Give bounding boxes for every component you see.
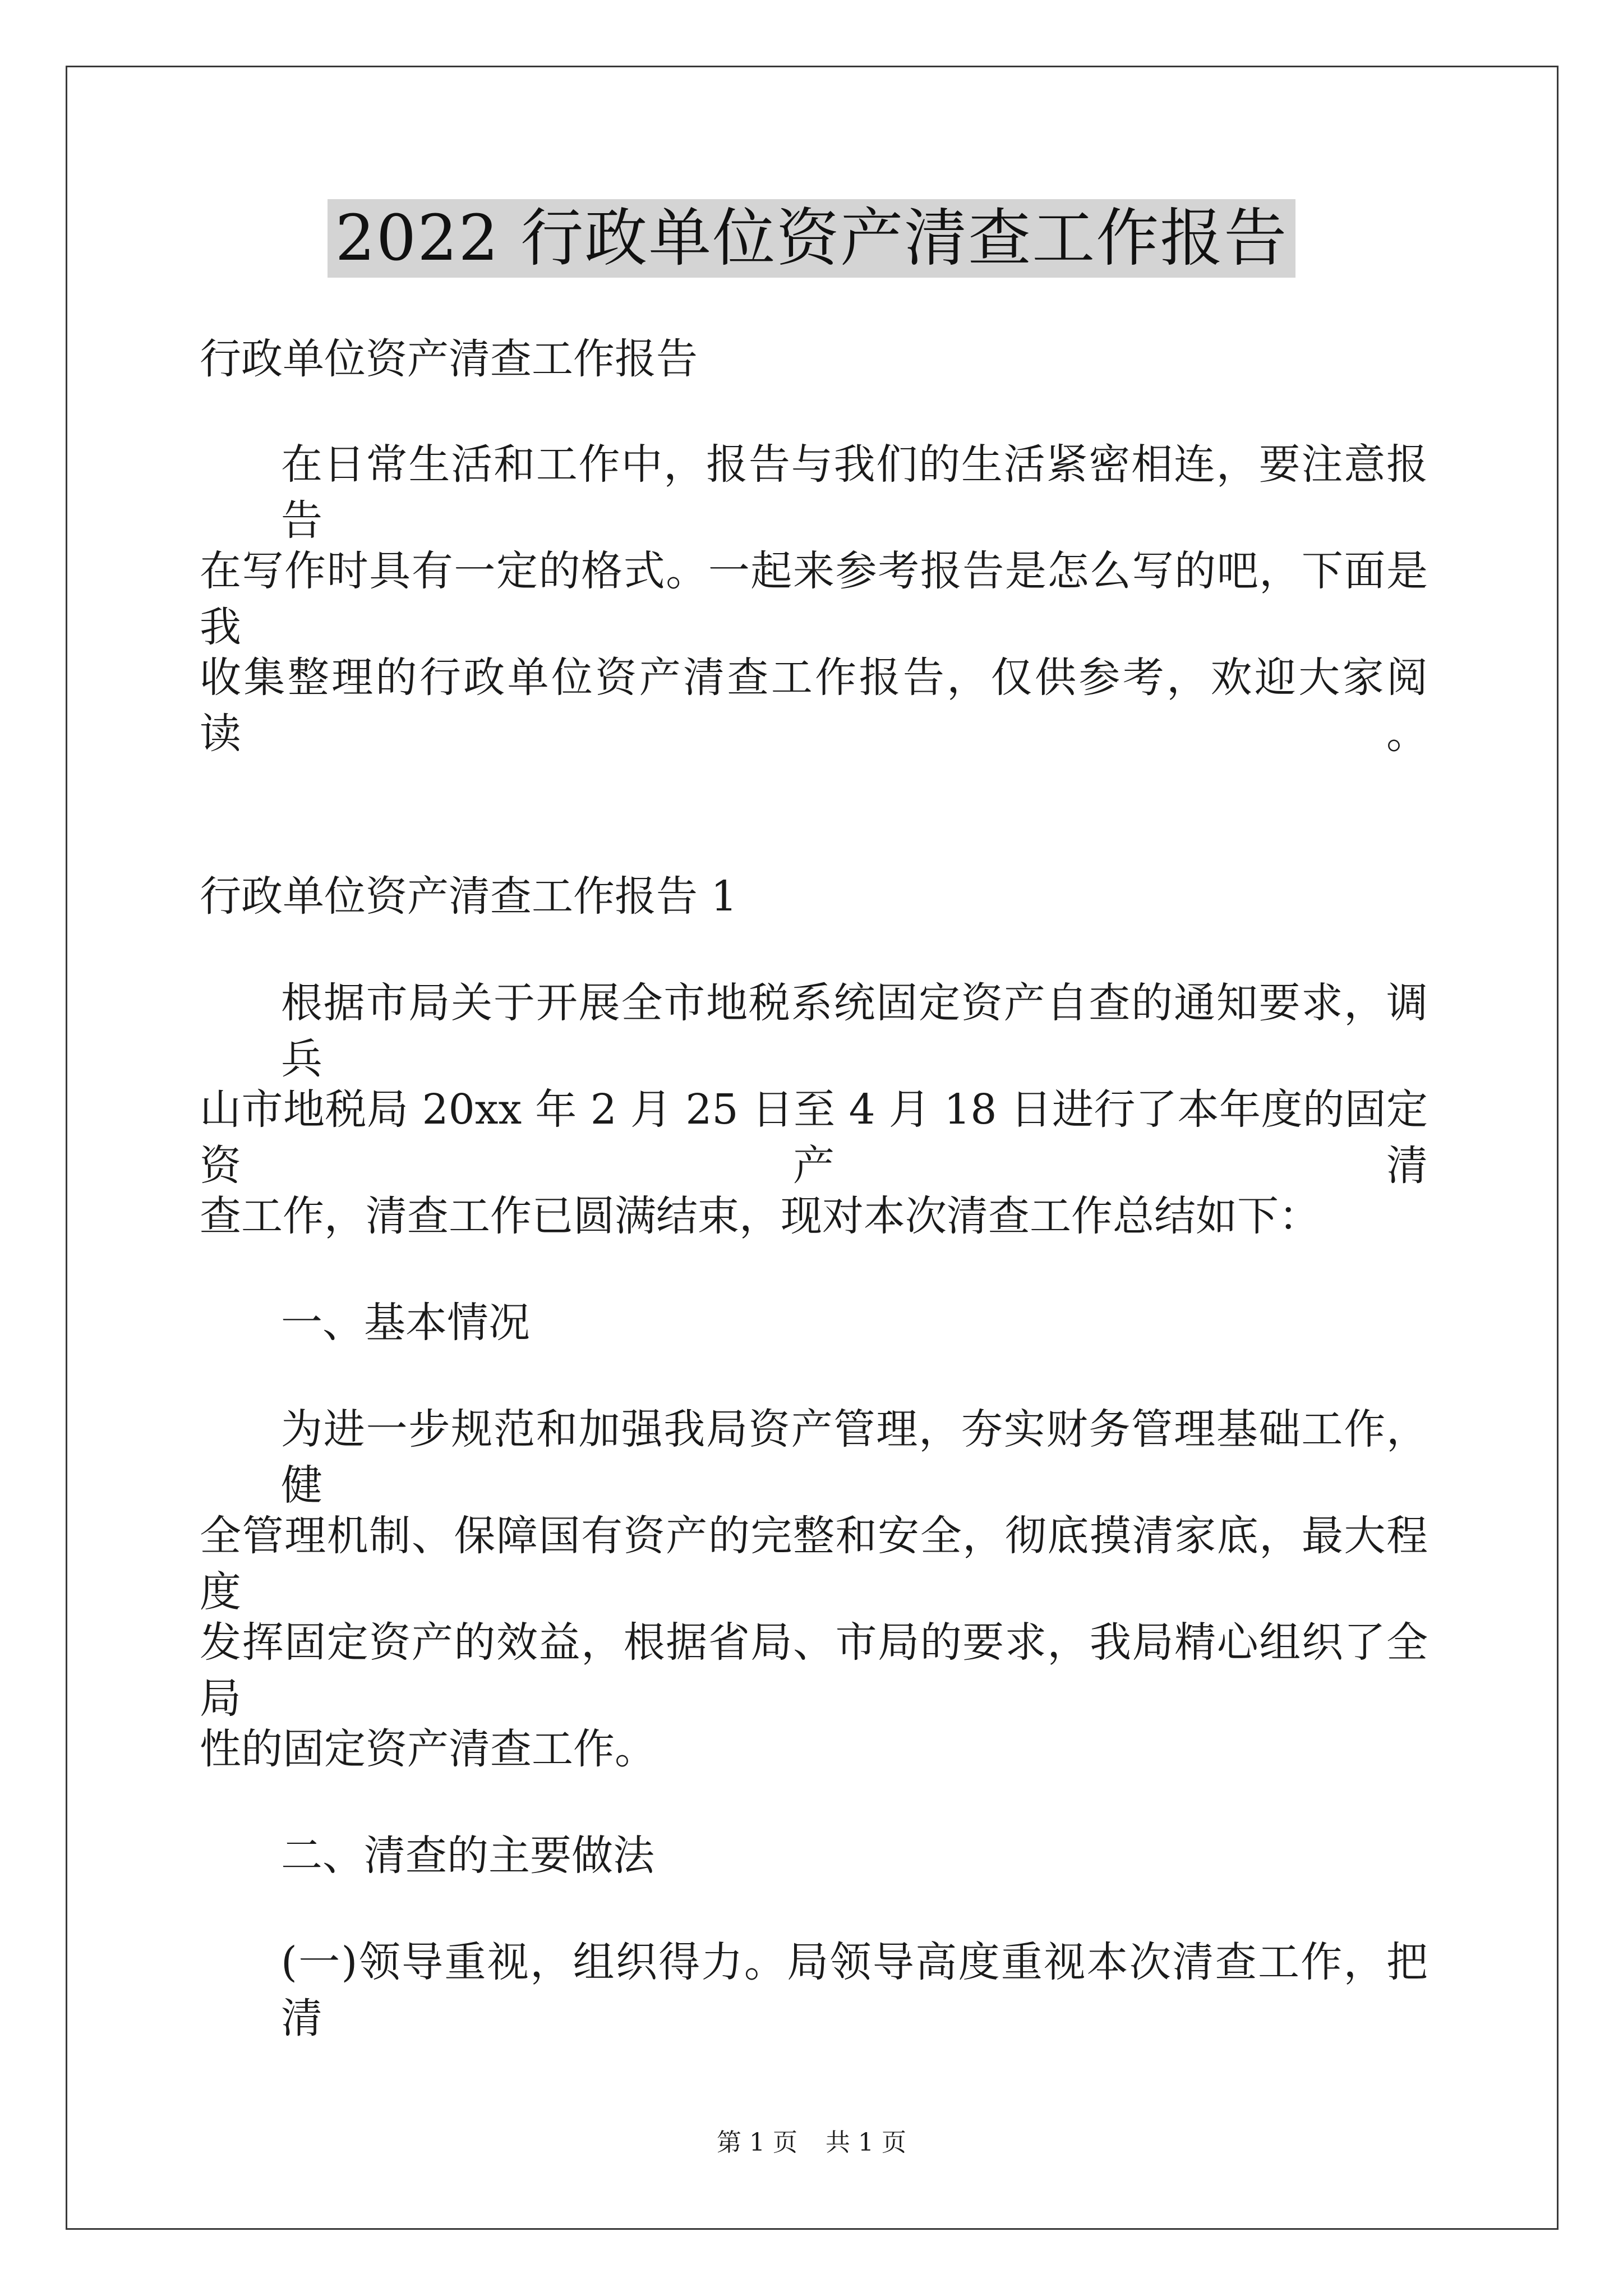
document-subtitle: 行政单位资产清查工作报告 [200, 335, 698, 383]
section-title: 行政单位资产清查工作报告 1 [200, 872, 737, 921]
page-total: 共 1 页 [826, 2128, 906, 2157]
para1-line-1: 根据市局关于开展全市地税系统固定资产自查的通知要求，调兵 [281, 979, 1428, 1083]
intro-line-3: 收集整理的行政单位资产清查工作报告，仅供参考，欢迎大家阅读。 [200, 654, 1428, 758]
para3-line-1: (一)领导重视，组织得力。局领导高度重视本次清查工作，把清 [281, 1938, 1428, 2042]
title-container [0, 199, 1623, 278]
para1-line-2: 山市地税局 20xx 年 2 月 25 日至 4 月 18 日进行了本年度的固定资产清 [200, 1085, 1428, 1190]
document-title: 2022 行政单位资产清查工作报告 [328, 199, 1296, 278]
para1-line-3: 查工作，清查工作已圆满结束，现对本次清查工作总结如下： [200, 1192, 1320, 1240]
para2-line-1: 为进一步规范和加强我局资产管理，夯实财务管理基础工作，健 [281, 1405, 1428, 1510]
intro-line-1: 在日常生活和工作中，报告与我们的生活紧密相连，要注意报告 [281, 440, 1428, 545]
heading-basic-situation: 一、基本情况 [281, 1299, 530, 1347]
intro-line-2: 在写作时具有一定的格式。一起来参考报告是怎么写的吧，下面是我 [200, 547, 1428, 651]
para2-line-3: 发挥固定资产的效益，根据省局、市局的要求，我局精心组织了全局 [200, 1618, 1428, 1723]
heading-main-methods: 二、清查的主要做法 [281, 1832, 654, 1880]
page-footer [0, 2126, 1623, 2160]
page-number: 第 1 页 [717, 2128, 797, 2157]
para2-line-4: 性的固定资产清查工作。 [200, 1725, 656, 1773]
para2-line-2: 全管理机制、保障国有资产的完整和安全，彻底摸清家底，最大程度 [200, 1512, 1428, 1616]
